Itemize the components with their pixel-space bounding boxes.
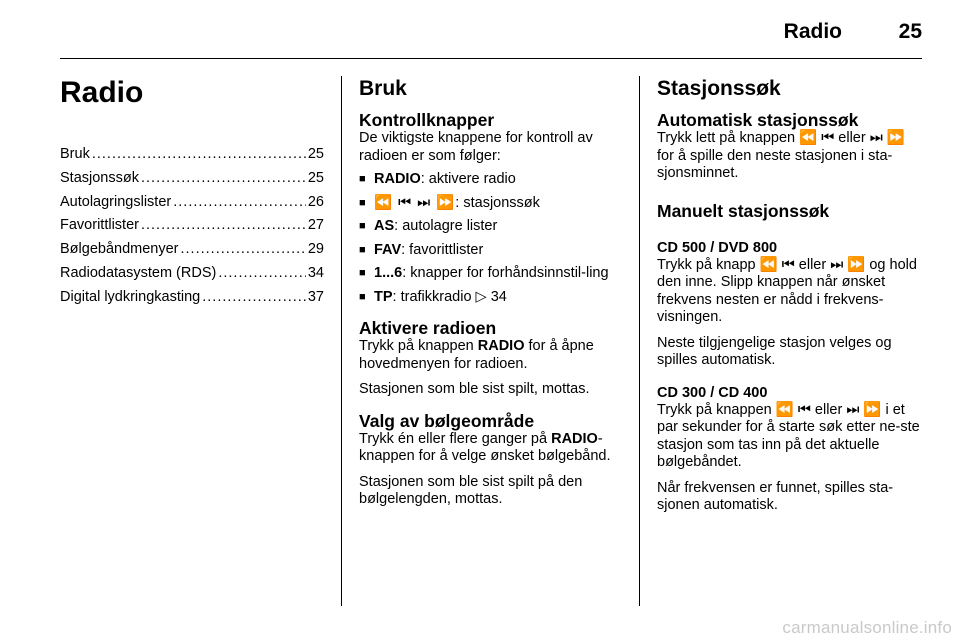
model-heading: CD 500 / DVD 800 (657, 239, 778, 256)
item-text: : aktivere radio (420, 171, 516, 187)
toc-label: Bruk (60, 146, 90, 162)
toc-label: Stasjonssøk (60, 169, 139, 186)
paragraph: Neste tilgjengelige stasjon velges og spilles automatisk. (657, 334, 892, 368)
paragraph: Trykk på knappen ⏪ ⏮ eller ⏭ ⏩ i et par sekunder for å starte søk etter ne-ste stasjon som tas inn på det aktuelle bølgebåndet. (657, 401, 920, 470)
list-item (359, 242, 622, 260)
toc-entry[interactable] (60, 241, 324, 265)
section-heading: Stasjonssøk (657, 77, 781, 100)
toc-label: Autolagringslister (60, 193, 172, 210)
key-label: TP (374, 288, 393, 305)
toc-page: 27 (307, 217, 324, 234)
seek-buttons-icon: ⏪ ⏮ ⏭ ⏩ (374, 194, 456, 211)
toc-leader (202, 289, 306, 305)
table-of-contents (60, 146, 324, 313)
paragraph: Trykk på knappen RADIO for å åpne hovedmenyen for radioen. (359, 338, 594, 372)
model-heading: CD 300 / CD 400 (657, 384, 768, 401)
toc-label: Favorittlister (60, 217, 139, 234)
list-item (359, 171, 622, 189)
paragraph: De viktigste knappene for kontroll av radioen er som følger: (359, 130, 593, 164)
item-text: : knapper for forhåndsinnstil-ling (402, 265, 609, 281)
column-divider-1 (341, 76, 342, 606)
toc-label: Bølgebåndmenyer (60, 241, 179, 258)
header-rule (60, 58, 922, 59)
toc-entry[interactable] (60, 265, 324, 289)
page-header (0, 0, 960, 62)
subsection-title: Valg av bølgeområde (359, 410, 535, 431)
paragraph: Stasjonen som ble sist spilt på den bølgelengden, mottas. (359, 473, 583, 507)
page-number: 25 (898, 20, 922, 43)
running-title: Radio (783, 20, 842, 43)
toc-entry[interactable] (60, 194, 324, 218)
toc-page: 34 (307, 264, 324, 281)
key-label: AS (374, 218, 395, 234)
paragraph: Trykk én eller flere ganger på RADIO-knappen for å velge ønsket bølgebånd. (359, 430, 611, 464)
watermark: carmanualsonline.info (782, 618, 952, 637)
toc-entry[interactable] (60, 217, 324, 241)
toc-page: 26 (307, 193, 324, 210)
toc-entry[interactable] (60, 170, 324, 194)
subsection-title: Aktivere radioen (359, 318, 497, 338)
subsection-title: Automatisk stasjonssøk (657, 110, 859, 130)
toc-leader (173, 194, 306, 210)
column-divider-2 (639, 76, 640, 606)
toc-leader (218, 265, 306, 281)
usage-column (359, 76, 622, 517)
toc-column (60, 76, 324, 313)
toc-leader (141, 217, 306, 233)
item-text: : trafikkradio ▷ 34 (392, 288, 507, 305)
search-column (657, 76, 922, 523)
toc-entry[interactable] (60, 146, 324, 170)
item-text: : stasjonssøk (455, 194, 540, 211)
toc-leader (181, 241, 306, 257)
control-list (359, 171, 622, 306)
list-item (359, 218, 622, 236)
paragraph: Stasjonen som ble sist spilt, mottas. (359, 381, 590, 397)
key-label: FAV (374, 241, 402, 258)
key-label: RADIO (551, 430, 598, 447)
list-item (359, 289, 622, 307)
chapter-heading: Radio (60, 76, 144, 109)
toc-leader (141, 170, 306, 186)
toc-entry[interactable] (60, 289, 324, 313)
paragraph: Trykk på knapp ⏪ ⏮ eller ⏭ ⏩ og hold den inne. Slipp knappen når ønsket frekvens nesten er nådd i frekvens-visningen. (657, 256, 917, 325)
item-text: : autolagre lister (394, 218, 498, 234)
list-item (359, 265, 622, 283)
toc-label: Digital lydkringkasting (60, 288, 201, 305)
paragraph: Når frekvensen er funnet, spilles sta-sjonen automatisk. (657, 479, 894, 513)
toc-label: Radiodatasystem (RDS) (60, 264, 217, 281)
toc-page: 37 (307, 288, 324, 305)
section-heading: Bruk (359, 77, 407, 100)
toc-page: 25 (307, 146, 324, 162)
subsection-title: Kontrollknapper (359, 110, 495, 130)
list-item (359, 195, 622, 213)
toc-page: 25 (307, 169, 324, 186)
subsection-title: Manuelt stasjonssøk (657, 200, 830, 221)
toc-leader (92, 146, 306, 162)
key-label: RADIO (477, 338, 525, 354)
toc-page: 29 (307, 241, 324, 258)
key-label: 1...6 (374, 265, 403, 281)
item-text: : favorittlister (401, 241, 484, 258)
key-label: RADIO (374, 171, 421, 187)
paragraph: Trykk lett på knappen ⏪ ⏮ eller ⏭ ⏩ for å spille den neste stasjonen i sta-sjonsminnet. (657, 130, 905, 181)
